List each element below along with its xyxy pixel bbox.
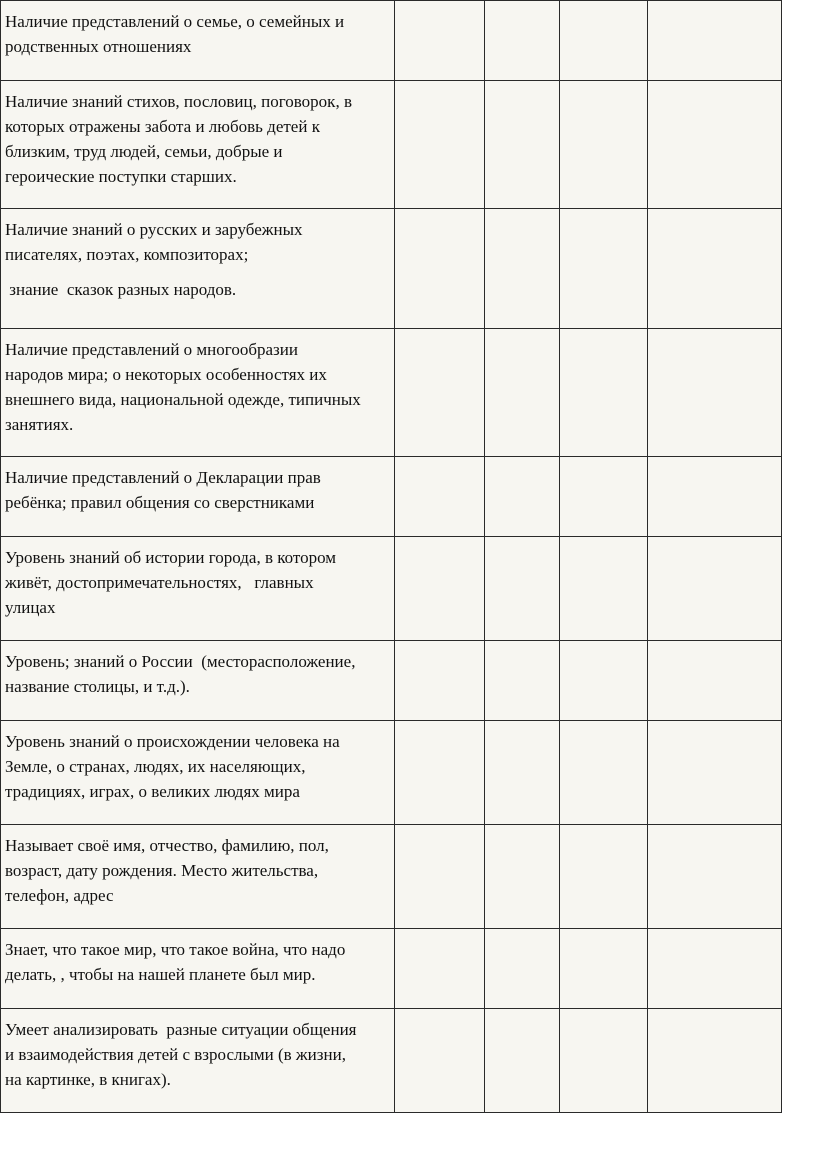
criterion-cell [1,1,395,81]
rating-cell[interactable] [560,929,648,1009]
rating-cell[interactable] [560,721,648,825]
criterion-text-line: близким, труд людей, семьи, добрые и [5,142,283,161]
criterion-text-line: Наличие представлений о Декларации прав [5,468,321,487]
table-row [1,209,782,329]
rating-cell[interactable] [395,329,485,457]
criterion-text-line: писателях, поэтах, композиторах; [5,245,249,264]
rating-cell[interactable] [560,457,648,537]
rating-cell[interactable] [648,929,782,1009]
criterion-cell [1,1009,395,1113]
rating-cell[interactable] [648,81,782,209]
criterion-cell [1,641,395,721]
criterion-text-line: героические поступки старших. [5,167,237,186]
rating-cell[interactable] [648,329,782,457]
criterion-text-line: и взаимодействия детей с взрослыми (в жизни, [5,1045,346,1064]
rating-cell[interactable] [560,209,648,329]
table-row [1,537,782,641]
rating-cell[interactable] [648,825,782,929]
table-row [1,329,782,457]
rating-cell[interactable] [395,721,485,825]
rating-cell[interactable] [560,641,648,721]
rating-cell[interactable] [648,209,782,329]
criterion-text-line: Земле, о странах, людях, их населяющих, [5,757,306,776]
criterion-cell [1,209,395,329]
criterion-cell [1,929,395,1009]
criterion-text-line: ребёнка; правил общения со сверстниками [5,493,315,512]
table-row [1,721,782,825]
rating-cell[interactable] [560,1009,648,1113]
criterion-text-line: народов мира; о некоторых особенностях их [5,365,327,384]
criterion-text-line: которых отражены забота и любовь детей к [5,117,320,136]
rating-cell[interactable] [395,825,485,929]
rating-cell[interactable] [485,537,560,641]
criterion-text-line: Уровень знаний об истории города, в котором [5,548,337,567]
rating-cell[interactable] [560,825,648,929]
criterion-text-line: телефон, адрес [5,886,114,905]
rating-cell[interactable] [648,641,782,721]
criterion-cell [1,537,395,641]
criterion-text-line: живёт, достопримечательностях, главных [5,573,314,592]
rating-cell[interactable] [560,537,648,641]
rating-cell[interactable] [648,457,782,537]
rating-cell[interactable] [485,825,560,929]
criterion-text-line: улицах [5,598,56,617]
criterion-text-line: Называет своё имя, отчество, фамилию, пол, [5,836,329,855]
criterion-text-line: Наличие знаний о русских и зарубежных [5,220,303,239]
criterion-text-line: знание сказок разных народов. [5,280,237,299]
rating-cell[interactable] [485,1,560,81]
criterion-text-line: занятиях. [5,415,74,434]
criterion-text-line: на картинке, в книгах). [5,1070,171,1089]
criterion-text-line: Уровень знаний о происхождении человека на [5,732,340,751]
criterion-cell [1,457,395,537]
rating-cell[interactable] [485,1009,560,1113]
rating-cell[interactable] [485,209,560,329]
table-row [1,457,782,537]
criterion-text-line: традициях, играх, о великих людях мира [5,782,300,801]
rating-cell[interactable] [648,1,782,81]
rating-cell[interactable] [485,81,560,209]
table-row [1,1009,782,1113]
rating-cell[interactable] [560,81,648,209]
table-row [1,81,782,209]
rating-cell[interactable] [648,721,782,825]
rating-cell[interactable] [395,209,485,329]
rating-cell[interactable] [560,1,648,81]
rating-cell[interactable] [395,641,485,721]
criterion-cell [1,825,395,929]
criterion-text-line: делать, , чтобы на нашей планете был мир. [5,965,316,984]
rating-cell[interactable] [395,1009,485,1113]
criterion-text-line: Знает, что такое мир, что такое война, что надо [5,940,346,959]
criterion-text-line: Наличие знаний стихов, пословиц, поговорок, в [5,92,352,111]
criterion-cell [1,81,395,209]
rating-cell[interactable] [485,641,560,721]
criterion-text-line: Уровень; знаний о России (месторасположение, [5,652,356,671]
rating-cell[interactable] [485,329,560,457]
criterion-text-line: внешнего вида, национальной одежде, типичных [5,390,361,409]
criterion-text-line: Наличие представлений о многообразии [5,340,298,359]
table-row [1,825,782,929]
rating-cell[interactable] [560,329,648,457]
paragraph-gap [5,267,392,277]
criterion-cell [1,721,395,825]
rating-cell[interactable] [485,457,560,537]
rating-cell[interactable] [395,457,485,537]
rating-cell[interactable] [395,1,485,81]
criterion-cell [1,329,395,457]
rating-cell[interactable] [395,81,485,209]
rating-cell[interactable] [485,721,560,825]
rating-cell[interactable] [485,929,560,1009]
rating-cell[interactable] [395,537,485,641]
criterion-text-line: название столицы, и т.д.). [5,677,190,696]
criterion-text-line: Наличие представлений о семье, о семейных и [5,12,345,31]
rating-cell[interactable] [648,537,782,641]
table-row [1,641,782,721]
rating-cell[interactable] [648,1009,782,1113]
criterion-text-line: возраст, дату рождения. Место жительства, [5,861,319,880]
table-row [1,1,782,81]
table-row [1,929,782,1009]
criterion-text-line: родственных отношениях [5,37,192,56]
rating-cell[interactable] [395,929,485,1009]
criterion-text-line: Умеет анализировать разные ситуации общения [5,1020,357,1039]
